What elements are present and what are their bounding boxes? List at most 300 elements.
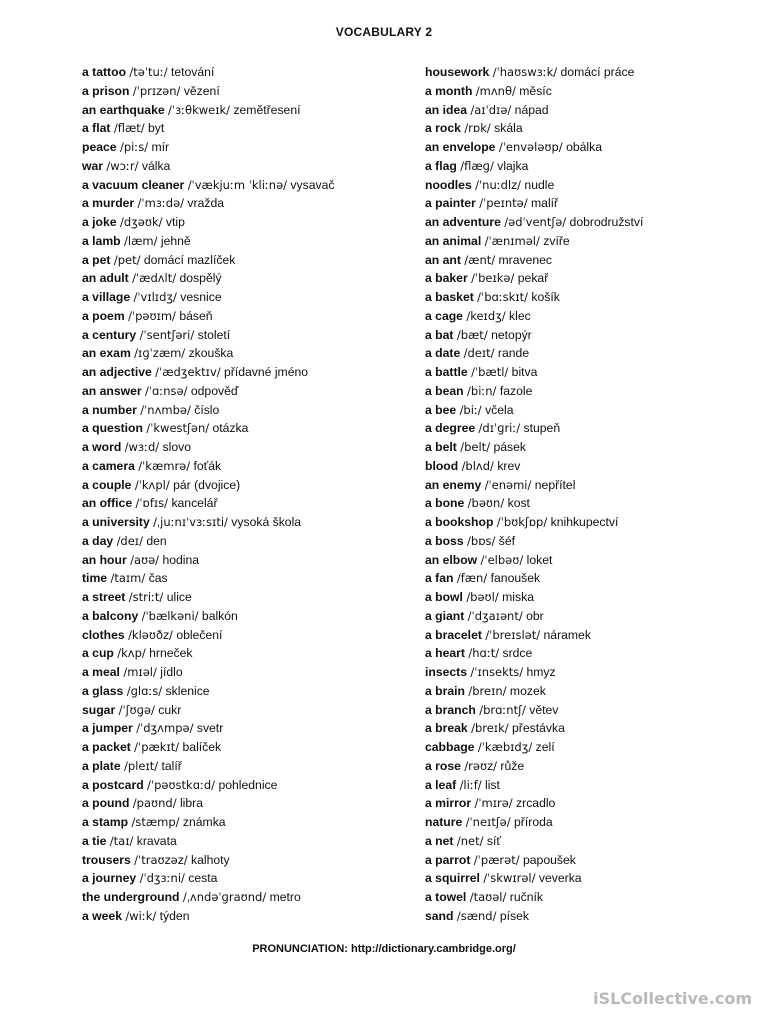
entry-translation: válka <box>141 158 171 173</box>
entry-translation: cukr <box>158 702 182 717</box>
entry-word: a century <box>82 327 137 342</box>
vocabulary-entry <box>425 869 755 888</box>
entry-word: a parrot <box>425 852 471 867</box>
entry-translation: vysavač <box>290 177 335 192</box>
entry-word: a meal <box>82 665 120 679</box>
entry-word: noodles <box>425 177 472 192</box>
entry-word: a brain <box>425 683 465 698</box>
vocabulary-entry <box>425 719 755 738</box>
vocabulary-entry <box>425 307 755 326</box>
entry-word: a poem <box>82 308 125 323</box>
entry-word: a break <box>425 721 468 736</box>
vocabulary-entry <box>425 738 755 757</box>
entry-translation: vězení <box>183 83 220 98</box>
entry-word: an enemy <box>425 477 482 492</box>
entry-pronunciation: /breɪn/ <box>468 683 507 698</box>
entry-word: a cup <box>82 646 114 661</box>
entry-pronunciation: /wɜːd/ <box>124 440 160 454</box>
entry-translation: příroda <box>514 815 553 829</box>
entry-translation: větev <box>529 702 559 717</box>
vocabulary-entry <box>82 63 412 82</box>
entry-word: a bone <box>425 496 465 511</box>
vocabulary-entry <box>425 363 755 382</box>
vocabulary-entry <box>82 757 412 776</box>
vocabulary-entry <box>82 588 412 607</box>
entry-word: a bee <box>425 402 457 417</box>
entry-word: a flat <box>82 121 111 136</box>
vocabulary-entry <box>425 532 755 551</box>
entry-pronunciation: /ˈskwɪrəl/ <box>483 871 536 886</box>
entry-word: an answer <box>82 383 142 398</box>
vocabulary-entry <box>425 888 755 907</box>
entry-translation: náramek <box>543 627 591 642</box>
entry-pronunciation: /ˈvɪlɪdʒ/ <box>133 290 177 304</box>
entry-word: peace <box>82 140 117 154</box>
entry-translation: zrcadlo <box>516 796 556 811</box>
entry-translation: metro <box>269 890 301 904</box>
entry-translation: týden <box>159 908 190 923</box>
vocabulary-entry <box>82 569 412 588</box>
entry-pronunciation: /ˈɒfɪs/ <box>135 496 169 511</box>
entry-translation: pohlednice <box>218 777 278 792</box>
entry-pronunciation: /ˈmɪrə/ <box>474 796 513 811</box>
entry-pronunciation: /ˈbælkəni/ <box>141 608 199 623</box>
entry-pronunciation: /breɪk/ <box>471 721 509 736</box>
entry-word: a bowl <box>425 590 463 604</box>
vocabulary-entry <box>425 813 755 832</box>
entry-pronunciation: /ˈbʊkʃɒp/ <box>496 515 548 529</box>
entry-translation: stupeň <box>523 421 561 436</box>
entry-word: a day <box>82 533 114 548</box>
entry-pronunciation: /taɪ/ <box>109 833 134 848</box>
entry-translation: balíček <box>182 740 222 754</box>
vocabulary-entry <box>82 288 412 307</box>
entry-translation: rande <box>497 346 530 361</box>
vocabulary-entry <box>82 307 412 326</box>
entry-pronunciation: /rɒk/ <box>464 121 491 136</box>
entry-translation: pásek <box>493 440 526 454</box>
entry-translation: hodina <box>162 552 200 567</box>
entry-translation: obálka <box>566 140 602 154</box>
entry-pronunciation: /ˌjuːnɪˈvɜːsɪti/ <box>153 515 228 529</box>
entry-word: a joke <box>82 215 117 229</box>
entry-word: a towel <box>425 890 467 904</box>
entry-translation: kost <box>507 496 530 511</box>
vocabulary-entry <box>425 569 755 588</box>
entry-translation: klec <box>509 308 531 323</box>
entry-translation: sklenice <box>165 683 210 698</box>
vocabulary-entry <box>425 607 755 626</box>
entry-translation: byt <box>148 121 165 136</box>
vocabulary-entry <box>82 626 412 645</box>
entry-word: an exam <box>82 346 131 361</box>
entry-translation: zvíře <box>543 233 570 248</box>
entry-translation: kravata <box>136 833 177 848</box>
entry-pronunciation: /mɪəl/ <box>123 665 157 679</box>
vocabulary-entry <box>82 401 412 420</box>
entry-word: an envelope <box>425 140 496 154</box>
entry-pronunciation: /stæmp/ <box>131 815 180 829</box>
entry-word: a basket <box>425 290 474 304</box>
entry-word: time <box>82 571 108 586</box>
entry-pronunciation: /ˈpeɪntə/ <box>479 196 528 211</box>
entry-word: an office <box>82 496 133 511</box>
entry-pronunciation: /biː/ <box>459 402 482 417</box>
entry-translation: ručník <box>509 890 543 904</box>
entry-word: a boss <box>425 533 464 548</box>
entry-translation: papoušek <box>523 852 576 867</box>
entry-translation: mozek <box>509 683 546 698</box>
vocabulary-entry <box>425 457 755 476</box>
entry-translation: hmyz <box>526 665 556 679</box>
entry-pronunciation: /ˈelbəʊ/ <box>480 552 524 567</box>
entry-translation: malíř <box>531 196 559 211</box>
entry-pronunciation: /ədˈventʃə/ <box>504 215 567 229</box>
entry-word: a street <box>82 590 126 604</box>
entry-translation: měsíc <box>519 83 552 98</box>
vocabulary-entry <box>425 382 755 401</box>
vocabulary-entry <box>82 719 412 738</box>
entry-pronunciation: /ˈtraʊzəz/ <box>134 852 188 867</box>
entry-pronunciation: /ˈɑːnsə/ <box>145 383 188 398</box>
vocabulary-entry <box>82 138 412 157</box>
entry-word: a month <box>425 83 473 98</box>
entry-word: an ant <box>425 252 461 267</box>
vocabulary-entry <box>425 232 755 251</box>
vocabulary-entry <box>82 194 412 213</box>
entry-pronunciation: /pet/ <box>113 252 141 267</box>
entry-pronunciation: /ˈædʌlt/ <box>132 271 177 286</box>
entry-pronunciation: /ˈkʌpl/ <box>134 477 170 492</box>
vocabulary-entry <box>82 776 412 795</box>
entry-word: a net <box>425 833 454 848</box>
entry-pronunciation: /ˈænɪməl/ <box>484 233 540 248</box>
entry-translation: talíř <box>161 758 182 773</box>
entry-pronunciation: /ˈkæbɪdʒ/ <box>477 740 533 754</box>
entry-word: cabbage <box>425 740 475 754</box>
entry-word: a packet <box>82 740 131 754</box>
vocabulary-entry <box>82 607 412 626</box>
vocabulary-entry <box>425 776 755 795</box>
entry-pronunciation: /ˈbeɪkə/ <box>471 271 515 286</box>
entry-pronunciation: /ˈhaʊswɜːk/ <box>492 65 558 79</box>
entry-pronunciation: /aɪˈdɪə/ <box>470 102 512 117</box>
entry-word: a murder <box>82 196 135 211</box>
entry-pronunciation: /flæt/ <box>113 121 145 136</box>
vocabulary-entry <box>425 213 755 232</box>
entry-translation: hrneček <box>149 646 193 661</box>
entry-word: a tie <box>82 833 107 848</box>
entry-word: an earthquake <box>82 102 165 117</box>
entry-translation: srdce <box>502 646 533 661</box>
vocabulary-entry <box>82 832 412 851</box>
entry-pronunciation: /blʌd/ <box>461 458 494 473</box>
vocabulary-entry <box>82 119 412 138</box>
vocabulary-entry <box>82 794 412 813</box>
entry-word: a fan <box>425 571 454 586</box>
vocabulary-entry <box>82 813 412 832</box>
entry-pronunciation: /ɡlɑːs/ <box>126 683 163 698</box>
vocabulary-entry <box>425 794 755 813</box>
entry-pronunciation: /ˈenəmi/ <box>484 477 532 492</box>
entry-pronunciation: /ˈpəʊstkɑːd/ <box>147 777 216 792</box>
vocabulary-entry <box>82 513 412 532</box>
entry-translation: vlajka <box>497 158 529 173</box>
vocabulary-entry <box>82 419 412 438</box>
entry-translation: loket <box>526 552 553 567</box>
entry-pronunciation: /ˈdʒaɪənt/ <box>467 608 523 623</box>
entry-word: an elbow <box>425 552 478 567</box>
entry-translation: nepřítel <box>534 477 576 492</box>
entry-word: a mirror <box>425 796 472 811</box>
entry-translation: skála <box>494 121 523 136</box>
entry-translation: košík <box>531 290 560 304</box>
entry-word: a belt <box>425 440 457 454</box>
entry-pronunciation: /bəʊl/ <box>466 590 499 604</box>
vocabulary-entry <box>425 419 755 438</box>
vocabulary-entry <box>425 82 755 101</box>
entry-pronunciation: /deɪ/ <box>116 533 143 548</box>
entry-word: a plate <box>82 758 121 773</box>
vocabulary-entry <box>425 138 755 157</box>
entry-word: a pound <box>82 796 130 811</box>
entry-translation: vesnice <box>180 290 222 304</box>
entry-word: insects <box>425 665 468 679</box>
vocabulary-entry <box>82 382 412 401</box>
entry-translation: svetr <box>196 721 224 736</box>
vocabulary-entry <box>425 701 755 720</box>
entry-translation: bitva <box>511 365 538 379</box>
vocabulary-entry <box>82 176 412 195</box>
entry-word: a stamp <box>82 815 129 829</box>
vocabulary-entry <box>425 63 755 82</box>
entry-word: a battle <box>425 365 468 379</box>
entry-translation: růže <box>500 758 525 773</box>
entry-translation: vtip <box>165 215 185 229</box>
entry-pronunciation: /wiːk/ <box>125 908 157 923</box>
vocabulary-entry <box>82 363 412 382</box>
entry-word: an idea <box>425 102 467 117</box>
vocabulary-entry <box>82 457 412 476</box>
entry-translation: šéf <box>498 533 516 548</box>
entry-pronunciation: /rəʊz/ <box>464 758 498 773</box>
entry-translation: vysoká škola <box>231 515 302 529</box>
entry-pronunciation: /kʌp/ <box>117 646 146 661</box>
vocabulary-entry <box>82 157 412 176</box>
entry-pronunciation: /ˈenvələʊp/ <box>498 140 563 154</box>
entry-word: a postcard <box>82 777 144 792</box>
vocabulary-entry <box>82 344 412 363</box>
vocabulary-entry <box>82 851 412 870</box>
entry-pronunciation: /ˈnʌmbə/ <box>140 402 191 417</box>
entry-translation: nudle <box>524 177 555 192</box>
vocabulary-entry <box>425 344 755 363</box>
vocabulary-entry <box>425 176 755 195</box>
entry-word: a date <box>425 346 461 361</box>
entry-pronunciation: /keɪdʒ/ <box>466 308 506 323</box>
entry-pronunciation: /ˈneɪtʃə/ <box>465 815 511 829</box>
entry-pronunciation: /dɪˈɡriː/ <box>478 421 521 436</box>
entry-translation: domácí mazlíček <box>143 252 236 267</box>
entry-word: a question <box>82 421 143 436</box>
entry-pronunciation: /wɔːr/ <box>106 158 139 173</box>
entry-pronunciation: /ˈsentʃəri/ <box>139 327 195 342</box>
entry-translation: veverka <box>538 871 582 886</box>
vocabulary-entry <box>425 663 755 682</box>
entry-pronunciation: /piːs/ <box>119 140 149 154</box>
entry-word: blood <box>425 458 459 473</box>
entry-word: a journey <box>82 871 137 886</box>
entry-word: a flag <box>425 158 457 173</box>
vocabulary-entry <box>425 626 755 645</box>
entry-word: a prison <box>82 83 130 98</box>
vocabulary-entry <box>82 251 412 270</box>
pronunciation-footer: PRONUNCIATION: http://dictionary.cambridge.org/ <box>252 943 516 955</box>
entry-pronunciation: /læm/ <box>124 233 158 248</box>
entry-pronunciation: /ˈbætl/ <box>471 365 509 379</box>
vocabulary-entry <box>82 532 412 551</box>
entry-word: a cage <box>425 308 463 323</box>
entry-translation: přídavné jméno <box>224 365 309 379</box>
entry-word: a number <box>82 402 137 417</box>
entry-translation: zemětřesení <box>233 102 301 117</box>
vocabulary-entry <box>82 232 412 251</box>
entry-pronunciation: /ˈprɪzən/ <box>132 83 181 98</box>
entry-word: housework <box>425 65 490 79</box>
entry-word: a balcony <box>82 608 139 623</box>
entry-word: clothes <box>82 627 125 642</box>
entry-word: a branch <box>425 702 476 717</box>
entry-pronunciation: /ˈædʒektɪv/ <box>155 365 221 379</box>
entry-translation: foťák <box>193 458 222 473</box>
entry-word: a word <box>82 440 122 454</box>
entry-word: an adult <box>82 271 129 286</box>
vocabulary-entry <box>82 551 412 570</box>
entry-translation: včela <box>485 402 514 417</box>
entry-word: a heart <box>425 646 465 661</box>
entry-pronunciation: /flæɡ/ <box>460 158 494 173</box>
entry-word: nature <box>425 815 463 829</box>
vocabulary-column-left <box>82 63 412 926</box>
entry-word: a tattoo <box>82 65 127 79</box>
vocabulary-entry <box>82 269 412 288</box>
entry-translation: fanoušek <box>490 571 541 586</box>
vocabulary-entry <box>425 644 755 663</box>
vocabulary-entry <box>425 101 755 120</box>
vocabulary-entry <box>82 213 412 232</box>
entry-word: a giant <box>425 608 465 623</box>
entry-word: the underground <box>82 890 180 904</box>
entry-pronunciation: /ˌʌndəˈɡraʊnd/ <box>182 890 267 904</box>
entry-pronunciation: /ˈkæmrə/ <box>138 458 191 473</box>
entry-translation: pár (dvojice) <box>173 477 241 492</box>
entry-translation: ulice <box>166 590 192 604</box>
entry-pronunciation: /paʊnd/ <box>132 796 177 811</box>
vocabulary-entry <box>82 701 412 720</box>
entry-pronunciation: /ˈmɜːdə/ <box>137 196 185 211</box>
vocabulary-entry <box>425 288 755 307</box>
entry-word: a camera <box>82 458 135 473</box>
entry-pronunciation: /fæn/ <box>456 571 488 586</box>
entry-pronunciation: /ˈɪnsekts/ <box>470 665 524 679</box>
vocabulary-entry <box>425 438 755 457</box>
vocabulary-entry <box>425 513 755 532</box>
entry-pronunciation: /biːn/ <box>467 383 497 398</box>
vocabulary-entry <box>425 194 755 213</box>
entry-pronunciation: /ˈɜːθkweɪk/ <box>168 102 231 117</box>
vocabulary-entry <box>425 757 755 776</box>
entry-word: a bracelet <box>425 627 482 642</box>
entry-translation: list <box>485 777 500 792</box>
entry-translation: fazole <box>499 383 533 398</box>
entry-translation: odpověď <box>190 383 239 398</box>
entry-translation: jídlo <box>160 665 183 679</box>
vocabulary-column-right <box>425 63 755 926</box>
entry-translation: tetování <box>170 65 215 79</box>
entry-translation: báseň <box>179 308 213 323</box>
vocabulary-entry <box>82 907 412 926</box>
vocabulary-entry <box>425 907 755 926</box>
entry-translation: dobrodružství <box>569 215 644 229</box>
vocabulary-entry <box>82 476 412 495</box>
entry-translation: zkouška <box>188 346 234 361</box>
entry-word: a village <box>82 290 131 304</box>
entry-pronunciation: /taʊəl/ <box>469 890 507 904</box>
entry-translation: vražda <box>187 196 225 211</box>
entry-word: a baker <box>425 271 468 286</box>
vocabulary-entry <box>425 551 755 570</box>
entry-pronunciation: /hɑːt/ <box>468 646 500 661</box>
entry-translation: čas <box>148 571 168 586</box>
vocabulary-entry <box>82 663 412 682</box>
entry-translation: oblečení <box>176 627 223 642</box>
entry-pronunciation: /bəʊn/ <box>467 496 505 511</box>
vocabulary-entry <box>425 851 755 870</box>
entry-translation: mravenec <box>498 252 553 267</box>
entry-translation: kalhoty <box>191 852 230 867</box>
entry-pronunciation: /striːt/ <box>128 590 164 604</box>
entry-word: an adjective <box>82 365 152 379</box>
vocabulary-entry <box>425 119 755 138</box>
entry-word: a painter <box>425 196 476 211</box>
entry-pronunciation: /ˈnuːdlz/ <box>475 177 522 192</box>
entry-pronunciation: /ɪɡˈzæm/ <box>134 346 186 361</box>
entry-pronunciation: /ænt/ <box>464 252 496 267</box>
vocabulary-entry <box>425 326 755 345</box>
entry-translation: krev <box>497 458 521 473</box>
vocabulary-entry <box>82 644 412 663</box>
entry-pronunciation: /bɒs/ <box>467 533 496 548</box>
entry-word: trousers <box>82 852 131 867</box>
entry-pronunciation: /bæt/ <box>456 327 488 342</box>
entry-pronunciation: /kləʊðz/ <box>128 627 173 642</box>
entry-translation: přestávka <box>512 721 565 736</box>
entry-pronunciation: /brɑːntʃ/ <box>479 702 526 717</box>
entry-translation: domácí práce <box>560 65 635 79</box>
entry-word: a rose <box>425 758 461 773</box>
vocabulary-entry <box>425 157 755 176</box>
vocabulary-entry <box>82 494 412 513</box>
entry-word: a university <box>82 515 150 529</box>
entry-pronunciation: /ˈpækɪt/ <box>134 740 180 754</box>
entry-word: a bat <box>425 327 454 342</box>
vocabulary-entry <box>425 682 755 701</box>
vocabulary-entry <box>82 888 412 907</box>
entry-word: a leaf <box>425 777 457 792</box>
entry-translation: síť <box>486 833 501 848</box>
entry-translation: známka <box>182 815 226 829</box>
entry-translation: jehně <box>160 233 191 248</box>
